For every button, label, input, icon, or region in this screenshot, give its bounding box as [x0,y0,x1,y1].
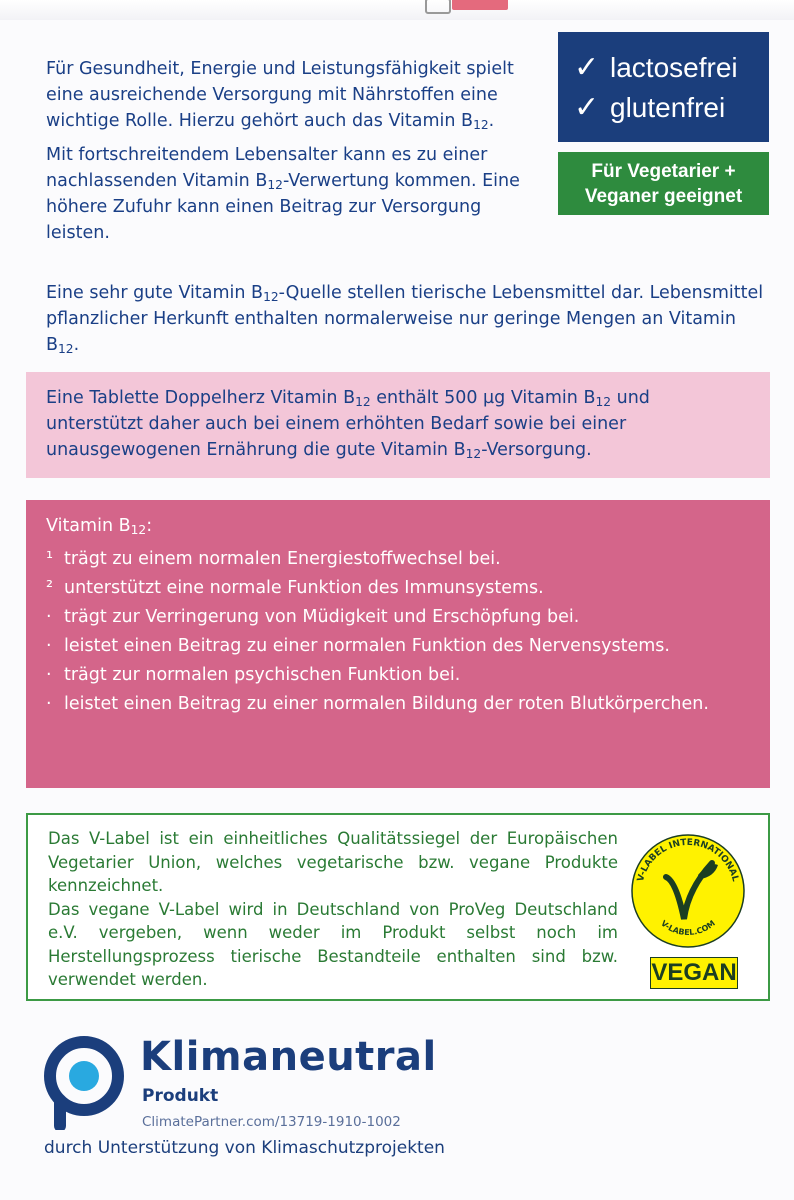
claims-list [46,545,750,719]
claim-item [46,690,750,719]
claim-text: trägt zu einem normalen Energiestoffwechsel bei. [64,549,501,569]
top-edge-graphic-red [452,0,508,10]
claim-text: trägt zur Verringerung von Müdigkeit und Erschöpfung bei. [64,607,580,627]
intro-paragraph-1: Für Gesundheit, Energie und Leistungsfähigkeit spielt eine ausreichende Versorgung mit Nährstoffen eine wichtige Rolle. Hierzu gehört auch das Vitamin $B_{12}$. [46,59,514,133]
claim-marker: · [46,607,52,627]
claim-marker: ¹ [46,549,54,569]
lactose-label: lactosefrei [610,52,738,83]
v-label-paragraph-1: Das V-Label ist ein einheitliches Qualitätssiegel der Europäischen Vegetarier Union, welches vegetarische bzw. vegane Produkte kennzeichnet. [48,829,618,895]
claim-item [46,603,750,632]
claim-text: leistet einen Beitrag zu einer normalen Funktion des Nervensystems. [64,636,670,656]
v-label-seal-icon [626,825,750,955]
lactose-gluten-badge [558,32,769,142]
vitamin-source-text: Eine sehr gute Vitamin $B_{12}$-Quelle stellen tierische Lebensmittel dar. Lebensmittel pflanzlicher Herkunft enthalten normalerweise nur geringe Mengen an Vitamin $B_{12}$. [46,283,764,357]
veg-line-2: Veganer geeignet [584,186,743,207]
v-label-logo [626,825,750,995]
check-icon: ✓ [574,51,600,84]
seal-bottom-text: V-LABEL.COM [659,918,717,938]
tablet-info-box: Eine Tablette Doppelherz Vitamin $B_{12}$ enthält 500 µg Vitamin $B_{12}$ und unterstützt daher auch bei einem erhöhten Bedarf sowie bei einer unausgewogenen Ernährung die gute Vitamin $B_{12}$-Versorgung. [26,372,770,478]
gluten-label: glutenfrei [610,92,726,123]
claim-marker: · [46,636,52,656]
claims-heading: Vitamin $B_{12}$: [46,516,153,538]
claim-item [46,545,750,574]
claim-item [46,574,750,603]
climate-neutral-block [40,1030,600,1180]
climate-neutral-title: Klimaneutral [140,1034,437,1080]
top-edge-graphic [425,0,451,14]
claim-marker: · [46,665,52,685]
v-label-text [48,827,618,992]
gluten-row [574,88,769,128]
intro-paragraph-2: Mit fortschreitendem Lebensalter kann es zu einer nachlassenden Vitamin $B_{12}$-Verwertung kommen. Eine höhere Zufuhr kann einen Beitrag zur Versorgung leisten. [46,145,520,243]
v-label-box [26,813,770,1001]
claim-marker: ² [46,578,54,598]
claim-text: trägt zur normalen psychischen Funktion bei. [64,665,461,685]
climatepartner-logo-icon [40,1030,132,1130]
claim-item [46,661,750,690]
seal-top-text: V-LABEL INTERNATIONAL [636,837,740,883]
climate-neutral-subtitle: Produkt [142,1086,219,1106]
health-claims-box [26,500,770,788]
lactose-row [574,48,769,88]
climate-partner-url: ClimatePartner.com/13719-1910-1002 [142,1114,401,1130]
claim-marker: · [46,694,52,714]
check-icon: ✓ [574,91,600,124]
vegetarian-vegan-badge [558,152,769,215]
climate-support-text: durch Unterstützung von Klimaschutzprojekten [44,1138,445,1158]
v-label-paragraph-2: Das vegane V-Label wird in Deutschland von ProVeg Deutschland e.V. vergeben, wenn weder im Produkt selbst noch im Herstellungsprozess tierische Bestandteile enthalten sind bzw. verwendet werden. [48,899,618,989]
claim-item [46,632,750,661]
claim-text: unterstützt eine normale Funktion des Immunsystems. [64,578,544,598]
intro-text [46,56,546,254]
top-packaging-edge [0,0,794,20]
veg-line-1: Für Vegetarier + [591,161,736,182]
claim-text: leistet einen Beitrag zu einer normalen Bildung der roten Blutkörperchen. [64,694,709,714]
vegan-label: VEGAN [650,957,738,989]
